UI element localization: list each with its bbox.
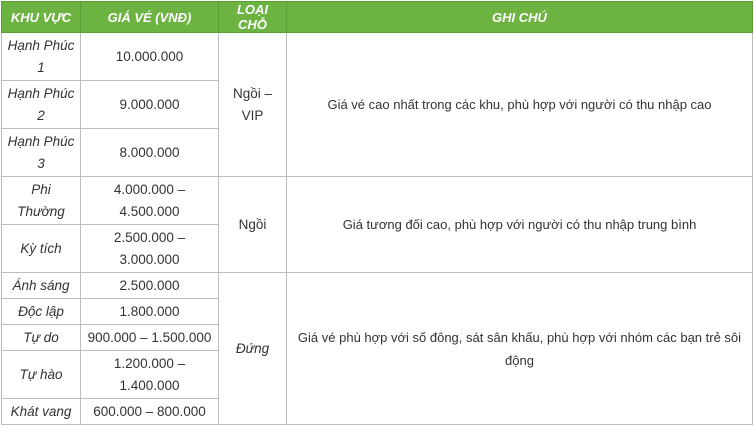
table-row	[2, 177, 753, 225]
table-row	[2, 33, 753, 81]
price-cell: 900.000 – 1.500.000	[81, 325, 219, 351]
ticket-price-table	[1, 1, 753, 425]
price-cell: 2.500.000	[81, 273, 219, 299]
header-seat-type: LOẠI CHỖ	[219, 2, 287, 33]
area-cell: Ánh sáng	[2, 273, 81, 299]
note-cell: Giá vé cao nhất trong các khu, phù hợp với người có thu nhập cao	[287, 33, 753, 177]
price-cell: 600.000 – 800.000	[81, 399, 219, 425]
price-cell: 4.000.000 – 4.500.000	[81, 177, 219, 225]
seat-type-cell: Đứng	[219, 273, 287, 425]
price-cell: 9.000.000	[81, 81, 219, 129]
price-cell: 1.800.000	[81, 299, 219, 325]
header-row	[2, 2, 753, 33]
note-cell: Giá tương đối cao, phù hợp với người có thu nhập trung bình	[287, 177, 753, 273]
area-cell: Khát vang	[2, 399, 81, 425]
area-cell: Tự do	[2, 325, 81, 351]
price-cell: 10.000.000	[81, 33, 219, 81]
header-area: KHU VỰC	[2, 2, 81, 33]
area-cell: Tự hào	[2, 351, 81, 399]
seat-type-cell: Ngồi	[219, 177, 287, 273]
price-cell: 8.000.000	[81, 129, 219, 177]
area-cell: Hạnh Phúc 1	[2, 33, 81, 81]
area-cell: Phi Thường	[2, 177, 81, 225]
area-cell: Hạnh Phúc 2	[2, 81, 81, 129]
table-row	[2, 273, 753, 299]
note-cell: Giá vé phù hợp với số đông, sát sân khấu, phù hợp với nhóm các bạn trẻ sôi động	[287, 273, 753, 425]
area-cell: Hạnh Phúc 3	[2, 129, 81, 177]
seat-type-cell: Ngồi – VIP	[219, 33, 287, 177]
price-cell: 1.200.000 – 1.400.000	[81, 351, 219, 399]
area-cell: Độc lập	[2, 299, 81, 325]
header-note: GHI CHÚ	[287, 2, 753, 33]
price-cell: 2.500.000 – 3.000.000	[81, 225, 219, 273]
area-cell: Kỳ tích	[2, 225, 81, 273]
header-price: GIÁ VÉ (VNĐ)	[81, 2, 219, 33]
